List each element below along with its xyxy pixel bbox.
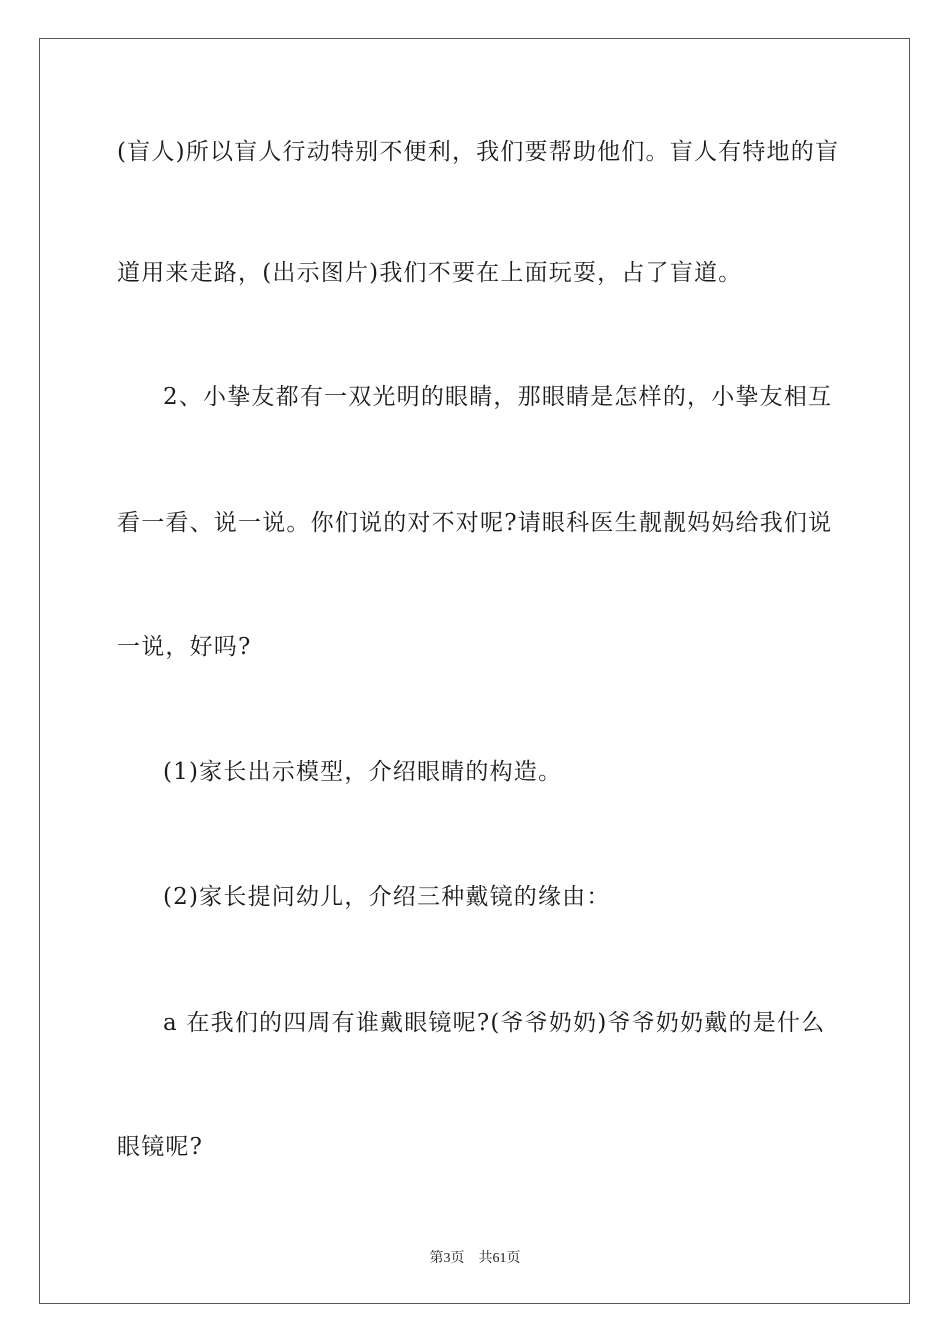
- text-line: 道用来走路，(出示图片)我们不要在上面玩耍，占了盲道。: [117, 260, 743, 286]
- text-line: a 在我们的四周有谁戴眼镜呢?(爷爷奶奶)爷爷奶奶戴的是什么: [163, 1010, 826, 1036]
- text-line: 看一看、说一说。你们说的对不对呢?请眼科医生靓靓妈妈给我们说: [117, 510, 833, 536]
- current-page-label: 第3页: [429, 1251, 465, 1266]
- text-line: 眼镜呢?: [117, 1134, 204, 1160]
- text-line: 一说，好吗?: [117, 634, 252, 660]
- page-frame: [39, 38, 910, 1304]
- text-line: (盲人)所以盲人行动特别不便利，我们要帮助他们。盲人有特地的盲: [117, 139, 840, 165]
- text-line: (2)家长提问幼儿，介绍三种戴镜的缘由：: [163, 884, 611, 910]
- page-footer: [0, 1247, 950, 1267]
- total-pages-label: 共61页: [478, 1251, 521, 1266]
- text-line: (1)家长出示模型，介绍眼睛的构造。: [163, 759, 563, 785]
- text-line: 2、小挚友都有一双光明的眼睛，那眼睛是怎样的，小挚友相互: [163, 384, 833, 410]
